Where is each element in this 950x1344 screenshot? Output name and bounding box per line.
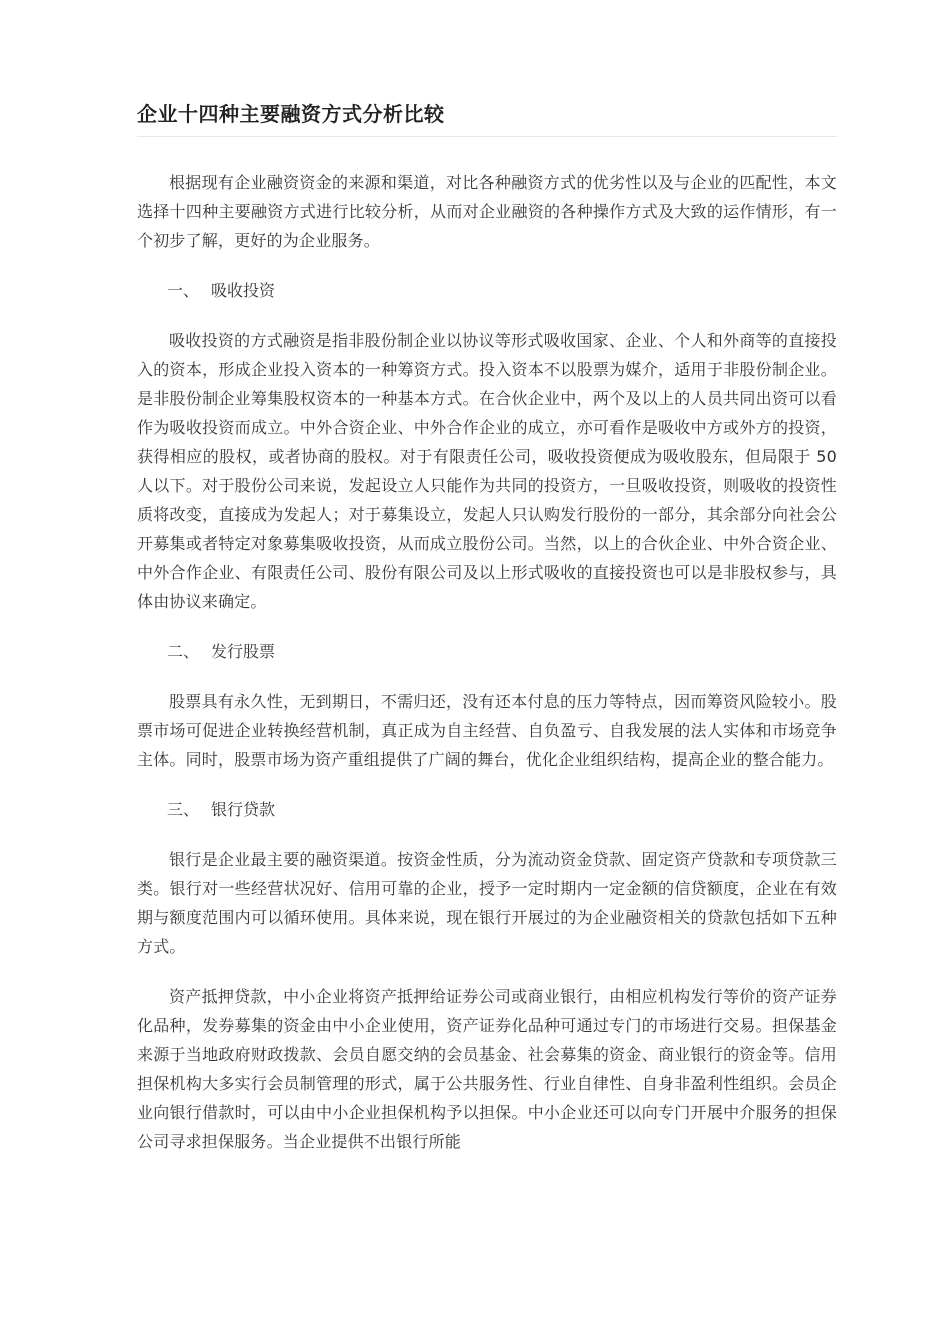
section-heading-3 <box>137 795 837 824</box>
section-number: 一、 <box>167 281 200 300</box>
section-title: 发行股票 <box>211 642 276 661</box>
section-number: 二、 <box>167 642 200 661</box>
section-number: 三、 <box>167 800 200 819</box>
section-title: 吸收投资 <box>211 281 276 300</box>
intro-paragraph: 根据现有企业融资资金的来源和渠道，对比各种融资方式的优劣性以及与企业的匹配性，本文选择十四种主要融资方式进行比较分析，从而对企业融资的各种操作方式及大致的运作情形，有一个初步了解，更好的为企业服务。 <box>137 173 837 250</box>
section-1-paragraph-1: 吸收投资的方式融资是指非股份制企业以协议等形式吸收国家、企业、个人和外商等的直接投入的资本，形成企业投入资本的一种筹资方式。投入资本不以股票为媒介，适用于非股份制企业。是非股份制企业筹集股权资本的一种基本方式。在合伙企业中，两个及以上的人员共同出资可以看作为吸收投资而成立。中外合资企业、中外合作企业的成立，亦可看作是吸收中方或外方的投资，获得相应的股权，或者协商的股权。对于有限责任公司，吸收投资便成为吸收股东，但局限于 50 人以下。对于股份公司来说，发起设立人只能作为共同的投资方，一旦吸收投资，则吸收的投资性质将改变，直接成为发起人；对于募集设立，发起人只认购发行股份的一部分，其余部分向社会公开募集或者特定对象募集吸收投资，从而成立股份公司。当然，以上的合伙企业、中外合资企业、中外合作企业、有限责任公司、股份有限公司及以上形式吸收的直接投资也可以是非股权参与，具体由协议来确定。 <box>137 331 837 611</box>
section-title: 银行贷款 <box>211 800 276 819</box>
section-3-paragraph-2: 资产抵押贷款，中小企业将资产抵押给证券公司或商业银行，由相应机构发行等价的资产证券化品种，发券募集的资金由中小企业使用，资产证券化品种可通过专门的市场进行交易。担保基金来源于当地政府财政拨款、会员自愿交纳的会员基金、社会募集的资金、商业银行的资金等。信用担保机构大多实行会员制管理的形式，属于公共服务性、行业自律性、自身非盈利性组织。会员企业向银行借款时，可以由中小企业担保机构予以担保。中小企业还可以向专门开展中介服务的担保公司寻求担保服务。当企业提供不出银行所能 <box>137 987 837 1151</box>
document-page <box>137 0 837 1156</box>
article-title: 企业十四种主要融资方式分析比较 <box>137 102 445 126</box>
section-2-paragraph-1: 股票具有永久性，无到期日，不需归还，没有还本付息的压力等特点，因而筹资风险较小。股票市场可促进企业转换经营机制，真正成为自主经营、自负盈亏、自我发展的法人实体和市场竞争主体。同时，股票市场为资产重组提供了广阔的舞台，优化企业组织结构，提高企业的整合能力。 <box>137 692 837 769</box>
section-heading-1 <box>137 276 837 305</box>
title-divider <box>137 136 837 137</box>
section-heading-2 <box>137 637 837 666</box>
section-3-paragraph-1: 银行是企业最主要的融资渠道。按资金性质，分为流动资金贷款、固定资产贷款和专项贷款三类。银行对一些经营状况好、信用可靠的企业，授予一定时期内一定金额的信贷额度，企业在有效期与额度范围内可以循环使用。具体来说，现在银行开展过的为企业融资相关的贷款包括如下五种方式。 <box>137 850 837 956</box>
